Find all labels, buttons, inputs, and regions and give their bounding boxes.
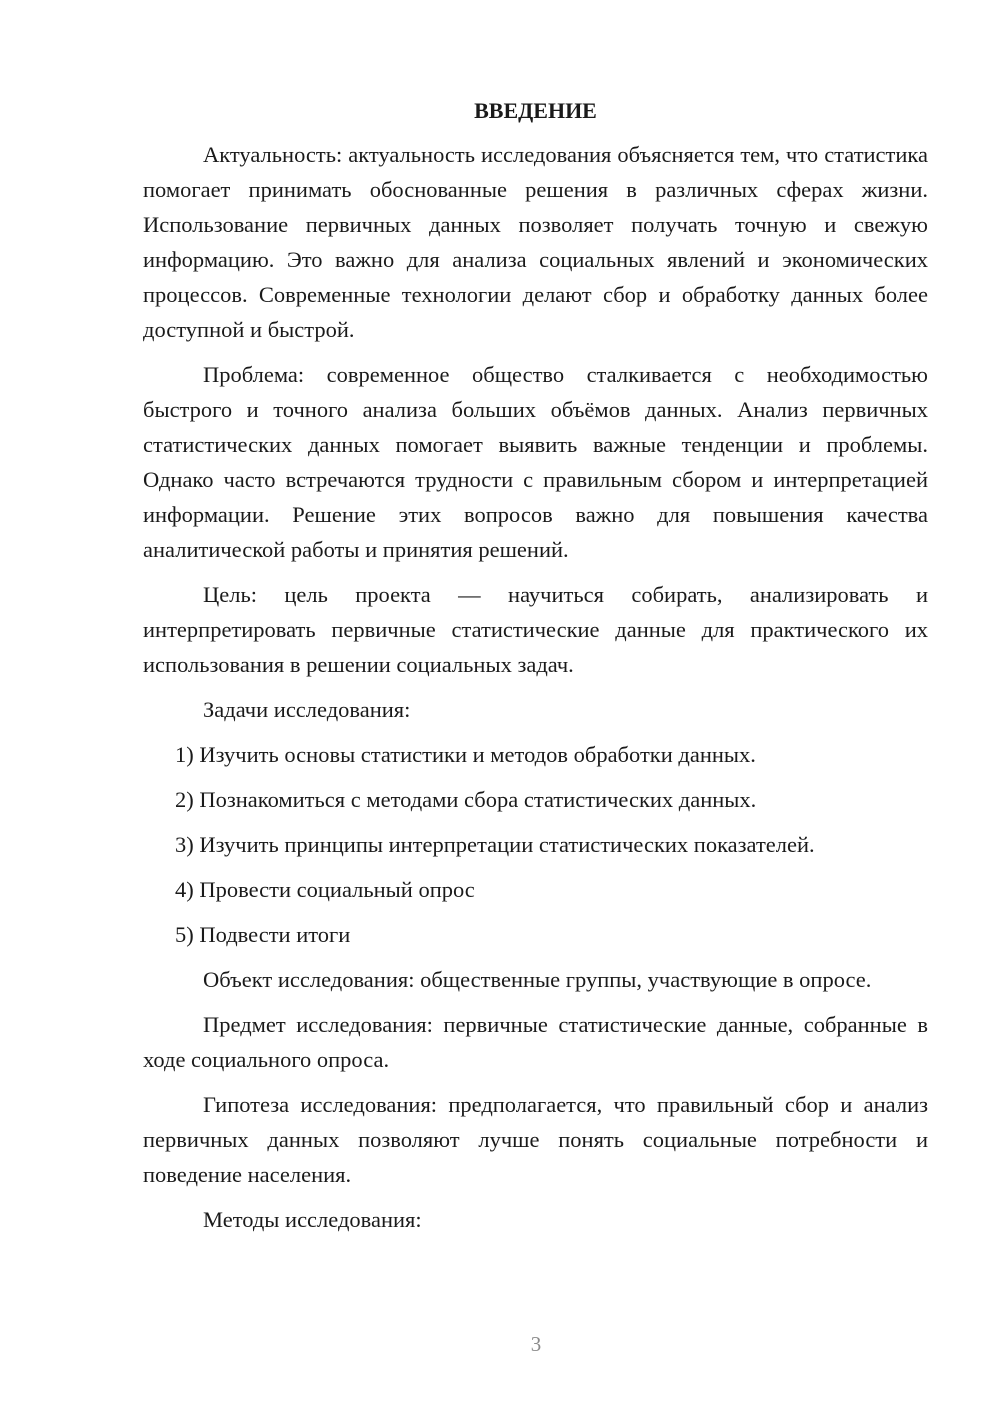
subject-paragraph: Предмет исследования: первичные статистические данные, собранные в ходе социального опроса. [143,1012,928,1072]
goal-paragraph: Цель: цель проекта — научиться собирать, анализировать и интерпретировать первичные статистические данные для практического их использования в решении социальных задач. [143,582,928,677]
section-heading: ВВЕДЕНИЕ [474,98,597,123]
tasks-list [143,737,928,952]
problem-paragraph: Проблема: современное общество сталкивается с необходимостью быстрого и точного анализа больших объёмов данных. Анализ первичных статистических данных помогает выявить важные тенденции и проблемы. Однако часто встречаются трудности с правильным сбором и интерпретацией информации. Решение этих вопросов важно для повышения качества аналитической работы и принятия решений. [143,362,928,562]
page-content [143,95,928,1247]
tasks-title: Задачи исследования: [203,697,411,722]
task-item: 2) Познакомиться с методами сбора статистических данных. [175,787,757,812]
task-item: 4) Провести социальный опрос [175,877,475,902]
relevance-paragraph: Актуальность: актуальность исследования объясняется тем, что статистика помогает принимать обоснованные решения в различных сферах жизни. Использование первичных данных позволяет получать точную и свежую информацию. Это важно для анализа социальных явлений и экономических процессов. Современные технологии делают сбор и обработку данных более доступной и быстрой. [143,142,928,342]
object-paragraph: Объект исследования: общественные группы, участвующие в опросе. [203,967,872,992]
task-item: 5) Подвести итоги [175,922,351,947]
task-item: 3) Изучить принципы интерпретации статистических показателей. [175,832,815,857]
task-item: 1) Изучить основы статистики и методов обработки данных. [175,742,756,767]
page-number: 3 [530,1332,542,1356]
methods-title: Методы исследования: [203,1207,422,1232]
hypothesis-paragraph: Гипотеза исследования: предполагается, что правильный сбор и анализ первичных данных позволяют лучше понять социальные потребности и поведение населения. [143,1092,928,1187]
